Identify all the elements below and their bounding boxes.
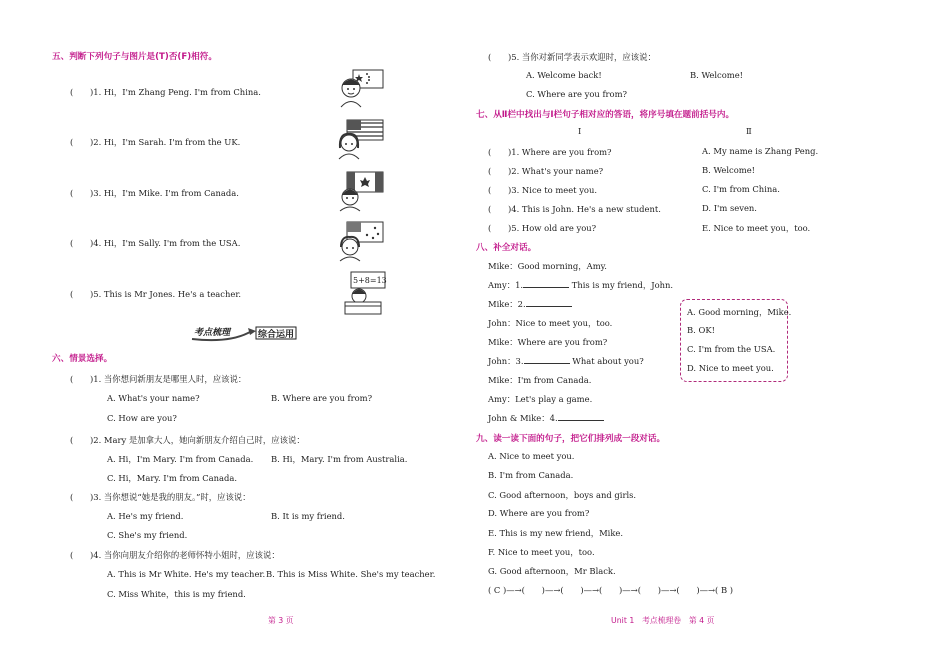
dialog-line-1: Mike：Good morning，Amy.	[488, 261, 607, 271]
q3-option-c: C. She's my friend.	[107, 530, 188, 540]
q5-stem: ( )5. 当你对新同学表示欢迎时，应该说：	[488, 52, 656, 62]
q4-option-b: B. This is Miss White. She's my teacher.	[266, 569, 436, 579]
q2-option-a: A. Hi，I'm Mary. I'm from Canada.	[107, 454, 254, 464]
judge-item-5: ( )5. This is Mr Jones. He's a teacher.	[70, 289, 242, 299]
dialog-line-3-speaker: Mike：2.	[488, 299, 526, 309]
match-right-b: B. Welcome!	[702, 165, 756, 175]
judge-item-1: ( )1. Hi，I'm Zhang Peng. I'm from China.	[70, 87, 261, 97]
match-left-5: ( )5. How old are you?	[488, 223, 597, 233]
match-left-4: ( )4. This is John. He's a new student.	[488, 204, 661, 214]
order-sequence: ( C )—→( )—→( )—→( )—→( )—→( )—→( B )	[488, 585, 734, 595]
dialog-line-7: Mike：I'm from Canada.	[488, 375, 592, 385]
banner-left-text: 考点梳理	[194, 328, 231, 338]
dialog-line-6-speaker: John：3.	[488, 356, 524, 366]
q5-option-c: C. Where are you from?	[526, 89, 628, 99]
match-right-d: D. I'm seven.	[702, 203, 757, 213]
dialog-line-5: Mike：Where are you from?	[488, 337, 608, 347]
order-item-b: B. I'm from Canada.	[488, 470, 574, 480]
match-left-2: ( )2. What's your name?	[488, 166, 604, 176]
q5-option-a: A. Welcome back!	[526, 70, 602, 80]
section-banner	[188, 325, 300, 343]
q2-option-c: C. Hi，Mary. I'm from Canada.	[107, 473, 238, 483]
blank-4[interactable]	[558, 412, 604, 421]
dialog-line-9-speaker: John & Mike：4.	[488, 413, 558, 423]
q1-option-c: C. How are you?	[107, 413, 177, 423]
dialog-line-6	[488, 355, 644, 367]
page-number-right: Unit 1 考点梳理卷 第 4 页	[611, 616, 715, 625]
dialog-line-6-rest: What about you?	[572, 356, 644, 366]
order-item-g: G. Good afternoon，Mr Black.	[488, 566, 616, 576]
match-left-3: ( )3. Nice to meet you.	[488, 185, 598, 195]
boy-canada-flag-illustration	[337, 170, 387, 212]
options-box	[680, 299, 792, 382]
dialog-line-2-rest: This is my friend，John.	[571, 280, 674, 290]
blank-1[interactable]	[523, 279, 569, 288]
dialog-line-9	[488, 412, 604, 424]
q5-option-b: B. Welcome!	[690, 70, 744, 80]
judge-item-4: ( )4. Hi，I'm Sally. I'm from the USA.	[70, 238, 241, 248]
dialog-line-8: Amy：Let's play a game.	[488, 394, 593, 404]
q1-stem: ( )1. 当你想问新朋友是哪里人时，应该说：	[70, 374, 247, 384]
girl-usa-flag-illustration	[337, 118, 387, 160]
judge-item-2: ( )2. Hi，I'm Sarah. I'm from the UK.	[70, 137, 241, 147]
boy-china-flag-illustration	[337, 68, 387, 108]
blank-3[interactable]	[524, 355, 570, 364]
order-item-f: F. Nice to meet you，too.	[488, 547, 595, 557]
dialog-line-4: John：Nice to meet you，too.	[488, 318, 613, 328]
blackboard-text: 5+8=13	[353, 276, 387, 285]
q3-stem: ( )3. 当你想说“她是我的朋友。”时，应该说：	[70, 492, 251, 502]
q2-option-b: B. Hi，Mary. I'm from Australia.	[271, 454, 408, 464]
option-d: D. Nice to meet you.	[687, 363, 774, 373]
match-left-1: ( )1. Where are you from?	[488, 147, 612, 157]
page-number-left: 第 3 页	[268, 616, 294, 625]
dialog-line-3	[488, 298, 572, 310]
section-6-title: 六、情景选择。	[52, 354, 113, 364]
order-item-c: C. Good afternoon，boys and girls.	[488, 490, 637, 500]
match-right-a: A. My name is Zhang Peng.	[702, 146, 819, 156]
blank-2[interactable]	[526, 298, 572, 307]
option-c: C. I'm from the USA.	[687, 344, 776, 354]
section-7-title: 七、从Ⅱ栏中找出与Ⅰ栏句子相对应的答语，将序号填在题前括号内。	[476, 110, 735, 120]
teacher-blackboard-illustration	[337, 270, 387, 316]
q4-option-c: C. Miss White，this is my friend.	[107, 589, 246, 599]
section-9-title: 九、读一读下面的句子，把它们排列成一段对话。	[476, 434, 666, 444]
section-5-title: 五、判断下列句子与图片是(T)否(F)相符。	[52, 52, 217, 62]
banner-right-text: 综合运用	[258, 330, 295, 340]
column-2-header: Ⅱ	[746, 126, 752, 136]
q1-option-b: B. Where are you from?	[271, 393, 373, 403]
match-right-c: C. I'm from China.	[702, 184, 780, 194]
q2-stem: ( )2. Mary 是加拿大人，她向新朋友介绍自己时，应该说：	[70, 435, 305, 445]
dialog-line-2	[488, 279, 673, 291]
order-item-a: A. Nice to meet you.	[488, 451, 575, 461]
q1-option-a: A. What's your name?	[107, 393, 200, 403]
q4-option-a: A. This is Mr White. He's my teacher.	[107, 569, 266, 579]
column-1-header: Ⅰ	[578, 126, 582, 136]
q3-option-b: B. It is my friend.	[271, 511, 345, 521]
judge-item-3: ( )3. Hi，I'm Mike. I'm from Canada.	[70, 188, 239, 198]
option-b: B. OK!	[687, 325, 715, 335]
q3-option-a: A. He's my friend.	[107, 511, 184, 521]
section-8-title: 八、补全对话。	[476, 243, 537, 253]
match-right-e: E. Nice to meet you，too.	[702, 223, 811, 233]
q4-stem: ( )4. 当你向朋友介绍你的老师怀特小姐时，应该说：	[70, 550, 280, 560]
option-a: A. Good morning，Mike.	[687, 307, 792, 317]
order-item-e: E. This is my new friend，Mike.	[488, 528, 624, 538]
dialog-line-2-speaker: Amy：1.	[488, 280, 524, 290]
order-item-d: D. Where are you from?	[488, 508, 590, 518]
girl-australia-flag-illustration	[337, 220, 387, 262]
